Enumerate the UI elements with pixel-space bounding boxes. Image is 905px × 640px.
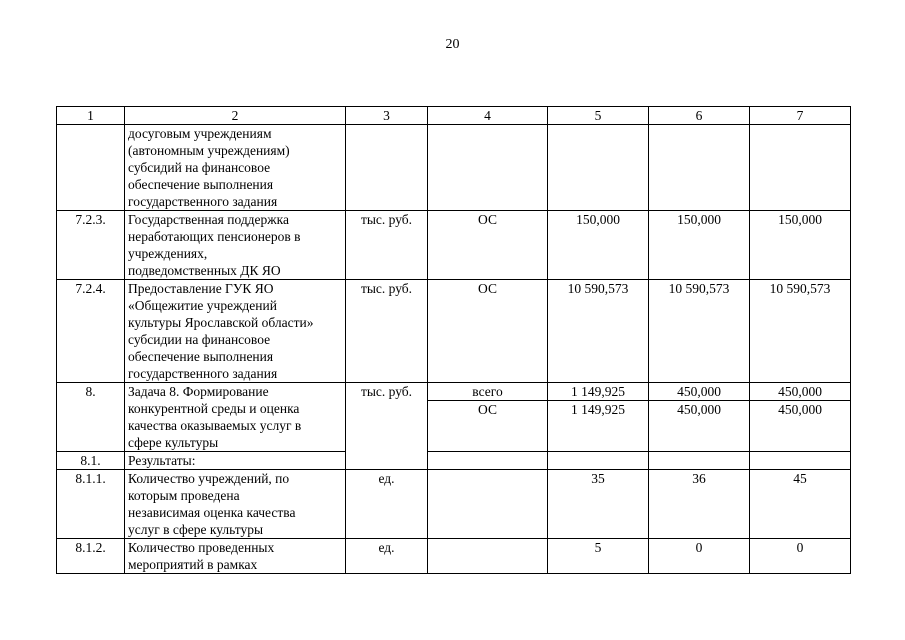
row-value: 36: [649, 470, 750, 539]
row-value: 10 590,573: [548, 280, 649, 383]
page-number: 20: [445, 37, 460, 52]
row-value: 450,000: [750, 383, 851, 401]
description-line: учреждениях,: [128, 246, 208, 261]
table-row: [57, 211, 851, 280]
row-value: 150,000: [649, 211, 750, 280]
description-line: Предоставление ГУК ЯО: [128, 281, 274, 296]
row-value: 35: [548, 470, 649, 539]
description-line: которым проведена: [128, 488, 240, 503]
row-value: [649, 125, 750, 211]
row-number: 7.2.3.: [57, 211, 125, 280]
row-unit: ед.: [346, 470, 428, 539]
header-cell: 7: [750, 107, 851, 125]
description-line: подведомственных ДК ЯО: [128, 263, 281, 278]
description-line: субсидий на финансовое: [128, 160, 271, 175]
table-header-row: [57, 107, 851, 125]
description-line: государственного задания: [128, 366, 278, 381]
row-value: 150,000: [548, 211, 649, 280]
row-value: [548, 452, 649, 470]
table-row: [57, 383, 851, 401]
header-cell: 6: [649, 107, 750, 125]
table-row: [57, 470, 851, 539]
row-description: [125, 125, 346, 211]
row-value: 0: [750, 539, 851, 574]
row-value: [750, 125, 851, 211]
description-line: неработающих пенсионеров в: [128, 229, 301, 244]
row-description: [125, 539, 346, 574]
row-source: [428, 539, 548, 574]
row-source: [428, 470, 548, 539]
description-line: «Общежитие учреждений: [128, 298, 277, 313]
row-unit: тыс. руб.: [346, 280, 428, 383]
row-number: [57, 125, 125, 211]
table-row: [57, 539, 851, 574]
description-line: конкурентной среды и оценка: [128, 401, 300, 416]
row-source: ОС: [428, 401, 548, 452]
description-line: услуг в сфере культуры: [128, 522, 264, 537]
row-source: ОС: [428, 211, 548, 280]
header-cell: 2: [125, 107, 346, 125]
row-unit: ед.: [346, 539, 428, 574]
row-value: 150,000: [750, 211, 851, 280]
row-value: 0: [649, 539, 750, 574]
row-number: 8.1.: [57, 452, 125, 470]
header-cell: 3: [346, 107, 428, 125]
row-value: [750, 452, 851, 470]
row-value: [649, 452, 750, 470]
row-number: 7.2.4.: [57, 280, 125, 383]
description-line: обеспечение выполнения: [128, 177, 274, 192]
description-line: мероприятий в рамках: [128, 557, 258, 572]
row-description: [125, 280, 346, 383]
header-cell: 5: [548, 107, 649, 125]
row-description: Результаты:: [125, 452, 346, 470]
table-row: [57, 452, 851, 470]
description-line: обеспечение выполнения: [128, 349, 274, 364]
description-line: независимая оценка качества: [128, 505, 296, 520]
description-line: сфере культуры: [128, 435, 219, 450]
row-value: 450,000: [649, 383, 750, 401]
row-description: [125, 383, 346, 452]
row-value: 10 590,573: [750, 280, 851, 383]
budget-table: [56, 106, 851, 574]
description-line: государственного задания: [128, 194, 278, 209]
row-value: [548, 125, 649, 211]
row-number: 8.1.2.: [57, 539, 125, 574]
row-value: 45: [750, 470, 851, 539]
description-line: (автономным учреждениям): [128, 143, 290, 158]
description-line: досуговым учреждениям: [128, 126, 272, 141]
row-value: 10 590,573: [649, 280, 750, 383]
row-source: всего: [428, 383, 548, 401]
description-line: субсидии на финансовое: [128, 332, 271, 347]
row-value: 450,000: [649, 401, 750, 452]
description-line: культуры Ярославской области»: [128, 315, 314, 330]
row-source: [428, 125, 548, 211]
description-line: качества оказываемых услуг в: [128, 418, 302, 433]
row-value: 450,000: [750, 401, 851, 452]
table-row: [57, 280, 851, 383]
header-cell: 4: [428, 107, 548, 125]
row-number: 8.: [57, 383, 125, 452]
row-unit: тыс. руб.: [346, 383, 428, 470]
description-line: Государственная поддержка: [128, 212, 289, 227]
row-unit: тыс. руб.: [346, 211, 428, 280]
header-cell: 1: [57, 107, 125, 125]
row-description: [125, 211, 346, 280]
row-value: 5: [548, 539, 649, 574]
description-line: Задача 8. Формирование: [128, 384, 269, 399]
description-line: Количество учреждений, по: [128, 471, 290, 486]
row-description: [125, 470, 346, 539]
table-row: [57, 125, 851, 211]
row-value: 1 149,925: [548, 401, 649, 452]
row-value: 1 149,925: [548, 383, 649, 401]
row-number: 8.1.1.: [57, 470, 125, 539]
row-source: ОС: [428, 280, 548, 383]
row-unit: [346, 125, 428, 211]
row-source: [428, 452, 548, 470]
description-line: Количество проведенных: [128, 540, 275, 555]
